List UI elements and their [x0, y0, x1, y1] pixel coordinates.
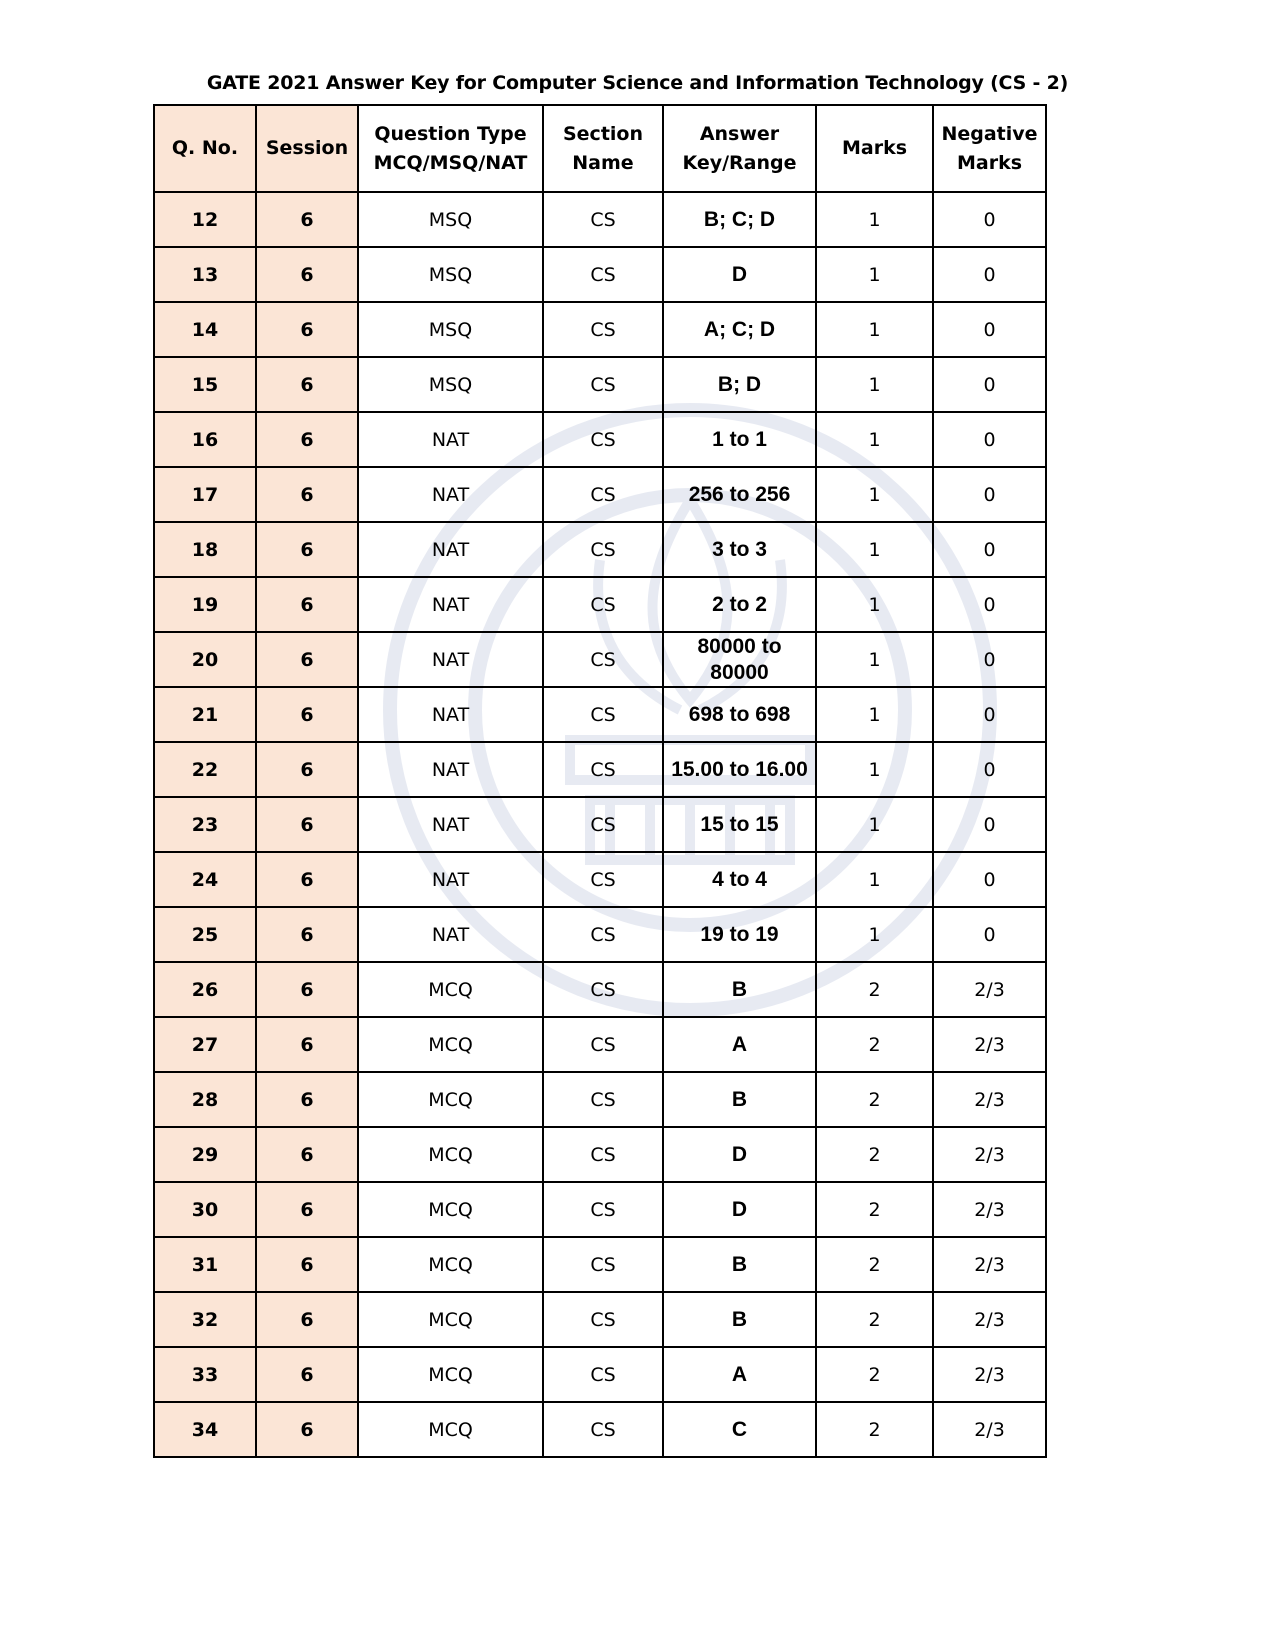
table-row [154, 907, 1046, 962]
section-name-cell: CS [543, 797, 663, 852]
negative-marks-cell: 0 [933, 907, 1046, 962]
section-name-cell: CS [543, 1072, 663, 1127]
table-row [154, 852, 1046, 907]
session-cell: 6 [256, 192, 358, 247]
column-header-answer-key: Answer Key/Range [663, 105, 816, 192]
section-name-cell: CS [543, 1182, 663, 1237]
column-header-question-type: Question Type MCQ/MSQ/NAT [358, 105, 543, 192]
negative-marks-cell: 2/3 [933, 1237, 1046, 1292]
question-number-cell: 24 [154, 852, 256, 907]
question-number-cell: 15 [154, 357, 256, 412]
answer-key-cell: 3 to 3 [663, 522, 816, 577]
question-type-cell: NAT [358, 522, 543, 577]
negative-marks-cell: 2/3 [933, 1072, 1046, 1127]
marks-cell: 2 [816, 1402, 933, 1457]
answer-key-cell: 4 to 4 [663, 852, 816, 907]
table-row [154, 1182, 1046, 1237]
session-cell: 6 [256, 467, 358, 522]
session-cell: 6 [256, 1402, 358, 1457]
marks-cell: 1 [816, 797, 933, 852]
negative-marks-cell: 0 [933, 357, 1046, 412]
answer-key-cell: B [663, 1237, 816, 1292]
table-row [154, 302, 1046, 357]
section-name-cell: CS [543, 742, 663, 797]
answer-key-cell: B; C; D [663, 192, 816, 247]
question-number-cell: 21 [154, 687, 256, 742]
session-cell: 6 [256, 522, 358, 577]
negative-marks-cell: 0 [933, 687, 1046, 742]
negative-marks-cell: 0 [933, 192, 1046, 247]
session-cell: 6 [256, 1347, 358, 1402]
section-name-cell: CS [543, 247, 663, 302]
answer-key-cell: B [663, 1072, 816, 1127]
answer-key-cell: B; D [663, 357, 816, 412]
marks-cell: 1 [816, 192, 933, 247]
question-type-cell: NAT [358, 907, 543, 962]
session-cell: 6 [256, 412, 358, 467]
section-name-cell: CS [543, 467, 663, 522]
section-name-cell: CS [543, 522, 663, 577]
marks-cell: 2 [816, 1237, 933, 1292]
column-header-session: Session [256, 105, 358, 192]
negative-marks-cell: 2/3 [933, 1402, 1046, 1457]
question-number-cell: 20 [154, 632, 256, 687]
question-type-cell: MCQ [358, 1402, 543, 1457]
question-type-cell: NAT [358, 412, 543, 467]
question-type-cell: MCQ [358, 1292, 543, 1347]
session-cell: 6 [256, 797, 358, 852]
section-name-cell: CS [543, 907, 663, 962]
question-type-cell: MSQ [358, 247, 543, 302]
answer-key-cell: D [663, 1127, 816, 1182]
negative-marks-cell: 0 [933, 852, 1046, 907]
section-name-cell: CS [543, 1127, 663, 1182]
question-type-cell: MCQ [358, 1182, 543, 1237]
question-number-cell: 31 [154, 1237, 256, 1292]
section-name-cell: CS [543, 687, 663, 742]
marks-cell: 2 [816, 1127, 933, 1182]
question-type-cell: MCQ [358, 1127, 543, 1182]
question-type-cell: MCQ [358, 1237, 543, 1292]
marks-cell: 1 [816, 632, 933, 687]
answer-key-cell: D [663, 1182, 816, 1237]
table-row [154, 742, 1046, 797]
table-row [154, 412, 1046, 467]
table-row [154, 247, 1046, 302]
session-cell: 6 [256, 302, 358, 357]
table-row [154, 1347, 1046, 1402]
question-number-cell: 18 [154, 522, 256, 577]
answer-key-cell: A [663, 1347, 816, 1402]
negative-marks-cell: 2/3 [933, 1127, 1046, 1182]
negative-marks-cell: 2/3 [933, 1292, 1046, 1347]
session-cell: 6 [256, 1237, 358, 1292]
answer-key-cell: B [663, 962, 816, 1017]
answer-key-cell: 256 to 256 [663, 467, 816, 522]
marks-cell: 1 [816, 577, 933, 632]
question-type-cell: MCQ [358, 962, 543, 1017]
section-name-cell: CS [543, 192, 663, 247]
answer-key-cell: D [663, 247, 816, 302]
negative-marks-cell: 0 [933, 742, 1046, 797]
question-type-cell: NAT [358, 467, 543, 522]
answer-key-cell: 19 to 19 [663, 907, 816, 962]
answer-key-cell: 1 to 1 [663, 412, 816, 467]
question-number-cell: 13 [154, 247, 256, 302]
answer-key-cell: 698 to 698 [663, 687, 816, 742]
question-number-cell: 28 [154, 1072, 256, 1127]
answer-key-cell: 15 to 15 [663, 797, 816, 852]
negative-marks-cell: 2/3 [933, 1347, 1046, 1402]
answer-key-cell: 15.00 to 16.00 [663, 742, 816, 797]
session-cell: 6 [256, 962, 358, 1017]
question-type-cell: MSQ [358, 302, 543, 357]
table-row [154, 1017, 1046, 1072]
column-header-negative-marks: Negative Marks [933, 105, 1046, 192]
table-row [154, 1402, 1046, 1457]
section-name-cell: CS [543, 852, 663, 907]
table-row [154, 1292, 1046, 1347]
table-row [154, 797, 1046, 852]
marks-cell: 1 [816, 412, 933, 467]
column-header-section-name: Section Name [543, 105, 663, 192]
question-type-cell: NAT [358, 687, 543, 742]
question-number-cell: 34 [154, 1402, 256, 1457]
session-cell: 6 [256, 742, 358, 797]
table-body [154, 192, 1046, 1457]
marks-cell: 2 [816, 962, 933, 1017]
session-cell: 6 [256, 1292, 358, 1347]
answer-key-cell: 2 to 2 [663, 577, 816, 632]
marks-cell: 1 [816, 907, 933, 962]
question-type-cell: MCQ [358, 1017, 543, 1072]
question-type-cell: NAT [358, 742, 543, 797]
section-name-cell: CS [543, 1347, 663, 1402]
marks-cell: 1 [816, 687, 933, 742]
question-number-cell: 27 [154, 1017, 256, 1072]
question-type-cell: MCQ [358, 1347, 543, 1402]
negative-marks-cell: 0 [933, 247, 1046, 302]
header-row [154, 105, 1046, 192]
question-type-cell: NAT [358, 577, 543, 632]
question-type-cell: MSQ [358, 192, 543, 247]
session-cell: 6 [256, 632, 358, 687]
marks-cell: 1 [816, 522, 933, 577]
table-row [154, 632, 1046, 687]
answer-key-cell: A [663, 1017, 816, 1072]
table-row [154, 522, 1046, 577]
question-number-cell: 30 [154, 1182, 256, 1237]
session-cell: 6 [256, 1072, 358, 1127]
answer-key-cell: B [663, 1292, 816, 1347]
column-header-marks: Marks [816, 105, 933, 192]
negative-marks-cell: 2/3 [933, 1182, 1046, 1237]
negative-marks-cell: 0 [933, 412, 1046, 467]
section-name-cell: CS [543, 632, 663, 687]
negative-marks-cell: 2/3 [933, 962, 1046, 1017]
question-number-cell: 16 [154, 412, 256, 467]
marks-cell: 1 [816, 247, 933, 302]
marks-cell: 1 [816, 357, 933, 412]
section-name-cell: CS [543, 1402, 663, 1457]
table-row [154, 962, 1046, 1017]
negative-marks-cell: 0 [933, 797, 1046, 852]
question-number-cell: 19 [154, 577, 256, 632]
negative-marks-cell: 0 [933, 577, 1046, 632]
marks-cell: 2 [816, 1072, 933, 1127]
session-cell: 6 [256, 577, 358, 632]
question-number-cell: 29 [154, 1127, 256, 1182]
session-cell: 6 [256, 907, 358, 962]
answer-key-table [153, 104, 1047, 1458]
negative-marks-cell: 0 [933, 632, 1046, 687]
negative-marks-cell: 0 [933, 522, 1046, 577]
question-number-cell: 17 [154, 467, 256, 522]
section-name-cell: CS [543, 577, 663, 632]
question-number-cell: 32 [154, 1292, 256, 1347]
question-number-cell: 22 [154, 742, 256, 797]
question-number-cell: 23 [154, 797, 256, 852]
table-row [154, 1237, 1046, 1292]
session-cell: 6 [256, 687, 358, 742]
session-cell: 6 [256, 357, 358, 412]
marks-cell: 2 [816, 1182, 933, 1237]
table-row [154, 1127, 1046, 1182]
marks-cell: 2 [816, 1292, 933, 1347]
session-cell: 6 [256, 1127, 358, 1182]
section-name-cell: CS [543, 962, 663, 1017]
section-name-cell: CS [543, 302, 663, 357]
question-type-cell: NAT [358, 632, 543, 687]
marks-cell: 1 [816, 852, 933, 907]
negative-marks-cell: 2/3 [933, 1017, 1046, 1072]
question-number-cell: 25 [154, 907, 256, 962]
section-name-cell: CS [543, 1292, 663, 1347]
section-name-cell: CS [543, 412, 663, 467]
question-number-cell: 14 [154, 302, 256, 357]
question-type-cell: MSQ [358, 357, 543, 412]
table-row [154, 192, 1046, 247]
table-row [154, 357, 1046, 412]
section-name-cell: CS [543, 1237, 663, 1292]
section-name-cell: CS [543, 357, 663, 412]
marks-cell: 1 [816, 742, 933, 797]
question-type-cell: NAT [358, 852, 543, 907]
question-number-cell: 26 [154, 962, 256, 1017]
answer-key-cell: C [663, 1402, 816, 1457]
negative-marks-cell: 0 [933, 302, 1046, 357]
marks-cell: 1 [816, 302, 933, 357]
marks-cell: 1 [816, 467, 933, 522]
session-cell: 6 [256, 1017, 358, 1072]
question-number-cell: 33 [154, 1347, 256, 1402]
section-name-cell: CS [543, 1017, 663, 1072]
question-type-cell: MCQ [358, 1072, 543, 1127]
marks-cell: 2 [816, 1347, 933, 1402]
table-row [154, 467, 1046, 522]
table-row [154, 577, 1046, 632]
session-cell: 6 [256, 1182, 358, 1237]
question-number-cell: 12 [154, 192, 256, 247]
marks-cell: 2 [816, 1017, 933, 1072]
negative-marks-cell: 0 [933, 467, 1046, 522]
table-row [154, 687, 1046, 742]
column-header-question-number: Q. No. [154, 105, 256, 192]
page-title: GATE 2021 Answer Key for Computer Science and Information Technology (CS - 2) [206, 72, 1069, 94]
table-row [154, 1072, 1046, 1127]
answer-key-cell: 80000 to 80000 [663, 632, 816, 687]
answer-key-cell: A; C; D [663, 302, 816, 357]
question-type-cell: NAT [358, 797, 543, 852]
session-cell: 6 [256, 247, 358, 302]
session-cell: 6 [256, 852, 358, 907]
